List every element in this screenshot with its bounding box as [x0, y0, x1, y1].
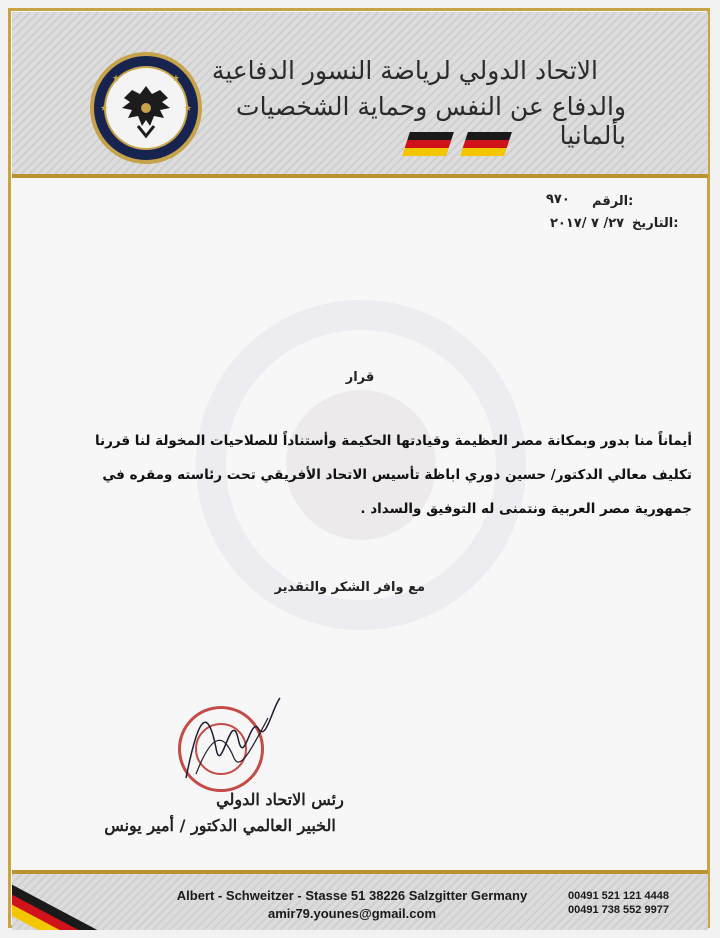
number-label: الرقم:: [592, 194, 634, 209]
decision-body: أيماناً منا بدور وبمكانة مصر العظيمة وقيادتها الحكيمة وأستناداً للصلاحيات المخولة لنا قررنا تكليف معالي الدكتور/ حسين دوري اباظة تأسيس الاتحاد الأفريقي تحت رئاسته ومقره في جمهورية مصر العربية ونتمنى له التوفيق والسداد .: [94, 433, 692, 517]
footer-address: Albert - Schweitzer - Stasse 51 38226 Salzgitter Germany: [176, 888, 528, 903]
german-flag-icon: [460, 132, 512, 156]
footer-phone-2: 00491 738 552 9977: [568, 904, 669, 916]
footer-email: amir79.younes@gmail.com: [267, 906, 437, 921]
german-flag-icon: [402, 132, 454, 156]
star-icon: ★: [112, 74, 121, 84]
signatory-name: الخبير العالمي الدكتور / أمير يونس: [104, 816, 336, 835]
handwritten-signature: [176, 688, 286, 788]
star-icon: ★: [171, 74, 180, 84]
decision-heading: قرار: [345, 370, 375, 385]
signatory-title: رئس الاتحاد الدولي: [216, 790, 344, 809]
federation-title-line1: الاتحاد الدولي لرياضة النسور الدفاعية: [211, 56, 598, 85]
german-flag-icon: [12, 874, 122, 930]
number-value: ٩٧٠: [546, 192, 570, 207]
letterhead-footer: [12, 870, 708, 930]
date-label: التاريخ:: [632, 216, 679, 231]
letterhead-header: [12, 12, 708, 178]
star-icon: ★: [100, 104, 109, 114]
date-value: ٢٧/ ٧ /٢٠١٧: [550, 216, 625, 231]
closing-line: مع وافر الشكر والتقدير: [274, 580, 425, 595]
footer-phone-1: 00491 521 121 4448: [568, 890, 669, 902]
star-icon: ★: [183, 104, 192, 114]
federation-title-line2: والدفاع عن النفس وحماية الشخصيات بألمانيا: [236, 92, 626, 150]
